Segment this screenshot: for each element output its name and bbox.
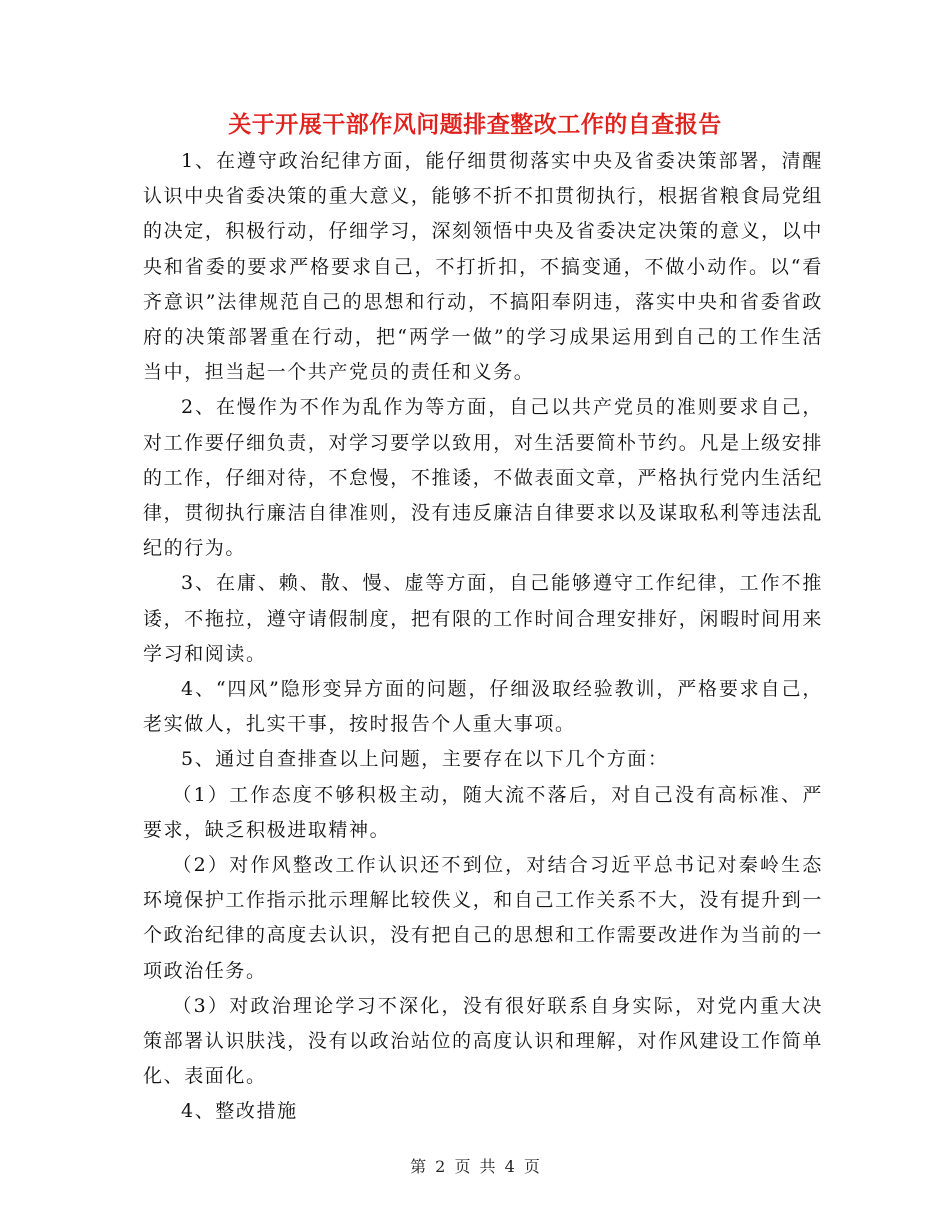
paragraph-inaction: 2、在慢作为不作为乱作为等方面，自己以共产党员的准则要求自己，对工作要仔细负责，对学习要学以致用，对生活要简朴节约。凡是上级安排的工作，仔细对待，不怠慢，不推诿，不做表面文章，严格执行党内生活纪律，贯彻执行廉洁自律准则，没有违反廉洁自律要求以及谋取私利等违法乱纪的行为。: [143, 396, 823, 560]
paragraph-issue-3: （3）对政治理论学习不深化，没有很好联系自身实际，对党内重大决策部署认识肤浅，没有以政治站位的高度认识和理解，对作风建设工作简单化、表面化。: [143, 994, 823, 1088]
paragraph-self-check-summary: 5、通过自查排查以上问题，主要存在以下几个方面：: [181, 748, 669, 771]
document-body: [143, 144, 823, 1130]
paragraph-rectification-heading: 4、整改措施: [181, 1100, 298, 1123]
paragraph-issue-1: （1）工作态度不够积极主动，随大流不落后，对自己没有高标准、严要求，缺乏积极进取精神。: [143, 783, 823, 841]
paragraph-work-discipline: 3、在庸、赖、散、慢、虚等方面，自己能够遵守工作纪律，工作不推诿，不拖拉，遵守请假制度，把有限的工作时间合理安排好，闲暇时间用来学习和阅读。: [143, 572, 823, 665]
page-number-footer: 第 2 页 共 4 页: [410, 1157, 540, 1176]
document-title: 关于开展干部作风问题排查整改工作的自查报告: [228, 111, 722, 138]
paragraph-four-styles: 4、“四风”隐形变异方面的问题，仔细汲取经验教训，严格要求自己，老实做人，扎实干事，按时报告个人重大事项。: [143, 678, 823, 736]
paragraph-political-discipline: 1、在遵守政治纪律方面，能仔细贯彻落实中央及省委决策部署，清醒认识中央省委决策的重大意义，能够不折不扣贯彻执行，根据省粮食局党组的决定，积极行动，仔细学习，深刻领悟中央及省委决定决策的意义，以中央和省委的要求严格要求自己，不打折扣，不搞变通，不做小动作。以“看齐意识”法律规范自己的思想和行动，不搞阳奉阴违，落实中央和省委省政府的决策部署重在行动，把“两学一做”的学习成果运用到自己的工作生活当中，担当起一个共产党员的责任和义务。: [143, 150, 823, 384]
paragraph-issue-2: （2）对作风整改工作认识还不到位，对结合习近平总书记对秦岭生态环境保护工作指示批示理解比较佚义，和自己工作关系不大，没有提升到一个政治纪律的高度去认识，没有把自己的思想和工作需要改进作为当前的一项政治任务。: [143, 854, 823, 982]
